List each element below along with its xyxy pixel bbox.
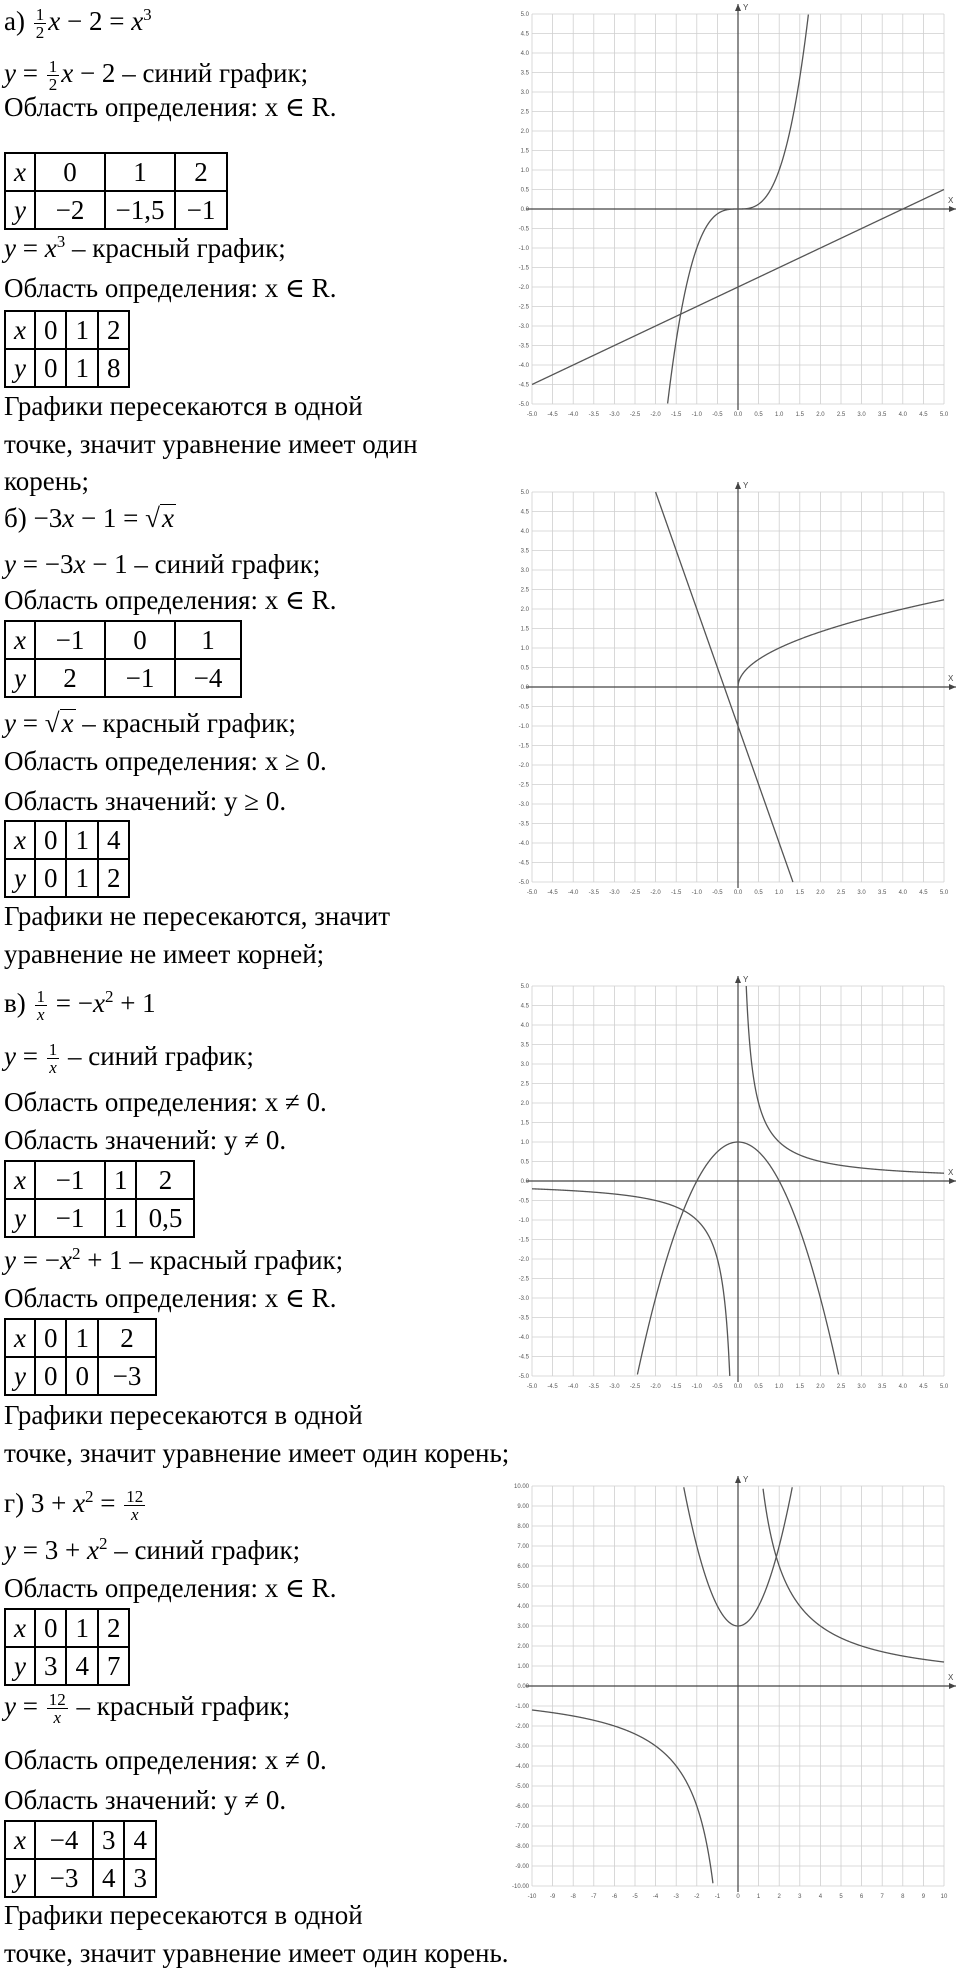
x-tick-label: 3.5	[878, 412, 887, 418]
x-tick-label: 2.5	[836, 1384, 846, 1390]
y-tick-label: 10.00	[513, 1484, 529, 1490]
part-d-red-table: x −4 3 4 y −3 4 3	[4, 1820, 157, 1898]
x-axis-arrow	[949, 206, 956, 212]
y-tick-label: -4.0	[518, 841, 529, 847]
x-axis-arrow	[949, 1683, 956, 1689]
part-d-equation: г) $3 + x^2$ = $\frac{12}{x}$	[4, 1487, 144, 1525]
part-c-red-domain: Область определения: x ∈ R.	[4, 1283, 337, 1313]
y-axis-label: Y	[743, 975, 749, 984]
x-axis-label: X	[948, 674, 954, 683]
x-tick-label: 1	[756, 1894, 761, 1900]
x-tick-label: 0.0	[733, 412, 743, 418]
part-b-red-domain: Область определения: x ≥ 0.	[4, 746, 327, 776]
y-tick-label: -5.0	[518, 1374, 529, 1380]
x-tick-label: 1.0	[775, 1384, 784, 1390]
y-tick-label: 3.0	[520, 1062, 529, 1068]
x-tick-label: -3	[673, 1894, 679, 1900]
y-tick-label: -1.00	[515, 1704, 529, 1710]
x-tick-label: -10	[527, 1894, 537, 1900]
part-b-red-func: y = √x – красный график;	[4, 708, 297, 738]
y-tick-label: -3.0	[518, 802, 529, 808]
part-b-red-range: Область значений: y ≥ 0.	[4, 786, 287, 816]
y-tick-label: 4.5	[520, 1003, 529, 1010]
y-tick-label: -4.0	[518, 1335, 529, 1341]
y-tick-label: 0.00	[517, 1684, 529, 1690]
x-tick-label: 1.5	[795, 1384, 804, 1390]
x-tick-label: 3.0	[857, 1384, 866, 1390]
y-tick-label: -3.5	[518, 1315, 529, 1322]
part-b-blue-table: x −1 0 1 y 2 −1 −4	[4, 620, 242, 698]
x-tick-label: -2.5	[629, 890, 641, 896]
x-tick-label: -2.0	[650, 1384, 661, 1390]
y-tick-label: 4.5	[520, 31, 529, 38]
y-tick-label: -0.5	[518, 226, 529, 233]
x-tick-label: -1.0	[691, 412, 702, 418]
y-tick-label: 2.00	[517, 1644, 529, 1650]
x-tick-label: -4.5	[547, 412, 558, 418]
x-tick-label: 4.5	[919, 412, 928, 418]
part-b-conclusion-2: уравнение не имеет корней;	[4, 939, 325, 969]
x-tick-label: 5	[839, 1894, 843, 1900]
x-axis-arrow	[949, 684, 956, 690]
part-c-blue-func: y = $\frac{1}{x}$ – синий график;	[4, 1040, 254, 1078]
y-tick-label: -2.0	[518, 763, 529, 769]
x-axis-label: X	[948, 196, 954, 205]
x-tick-label: -5.0	[526, 412, 538, 418]
y-tick-label: 1.00	[517, 1664, 529, 1670]
y-tick-label: 0.5	[520, 187, 529, 194]
y-axis-arrow	[735, 482, 741, 489]
x-tick-label: -8	[570, 1894, 576, 1900]
y-tick-label: 0.5	[520, 665, 529, 672]
y-tick-label: -4.5	[518, 860, 529, 867]
x-tick-label: -5	[632, 1894, 638, 1900]
x-tick-label: -9	[549, 1894, 556, 1900]
x-tick-label: -4.5	[547, 890, 558, 896]
x-axis-arrow	[949, 1178, 956, 1184]
graph-b	[512, 478, 960, 908]
x-tick-label: 3.0	[857, 890, 866, 896]
y-tick-label: 2.0	[520, 607, 529, 613]
x-tick-label: 0.5	[754, 412, 763, 418]
part-a-conclusion-3: корень;	[4, 466, 89, 496]
x-tick-label: 1.5	[795, 412, 804, 418]
x-tick-label: -4.0	[568, 1384, 579, 1390]
y-tick-label: 1.0	[520, 646, 529, 652]
x-tick-label: -1.5	[671, 890, 682, 896]
y-tick-label: 4.0	[520, 51, 529, 57]
part-d-conclusion-1: Графики пересекаются в одной	[4, 1900, 363, 1930]
part-a-red-func: $y = x^3$ – красный график;	[4, 232, 286, 263]
part-a-blue-func: y = $\frac{1}{2}$ x − 2 – синий график;	[4, 57, 309, 95]
x-tick-label: -5.0	[526, 1384, 538, 1390]
part-c-conclusion-2: точке, значит уравнение имеет один корень;	[4, 1438, 510, 1468]
y-tick-label: -1.5	[518, 1237, 529, 1244]
y-tick-label: -8.00	[515, 1844, 529, 1850]
x-tick-label: -6	[611, 1894, 618, 1900]
x-tick-label: 3.5	[878, 1384, 887, 1390]
x-tick-label: -1.0	[691, 890, 702, 896]
y-tick-label: 2.5	[520, 587, 529, 594]
x-tick-label: 8	[901, 1894, 905, 1900]
x-tick-label: 3.0	[857, 412, 866, 418]
x-tick-label: 2.0	[816, 412, 825, 418]
x-tick-label: -0.5	[712, 412, 723, 418]
graph-c	[512, 972, 960, 1402]
part-d-blue-domain: Область определения: x ∈ R.	[4, 1573, 337, 1603]
y-tick-label: -1.0	[518, 1218, 529, 1224]
y-tick-label: 4.5	[520, 509, 529, 516]
part-d-red-domain: Область определения: x ≠ 0.	[4, 1745, 327, 1775]
y-tick-label: -0.5	[518, 1198, 529, 1205]
part-d-blue-func: $y = 3 + x^2$ – синий график;	[4, 1534, 301, 1565]
part-d-conclusion-2: точке, значит уравнение имеет один корень.	[4, 1938, 509, 1968]
y-tick-label: -2.5	[518, 304, 529, 311]
y-tick-label: -2.5	[518, 1276, 529, 1283]
x-tick-label: 9	[921, 1894, 926, 1900]
y-tick-label: 7.00	[517, 1544, 529, 1550]
x-tick-label: -2.5	[629, 1384, 641, 1390]
y-tick-label: 5.0	[520, 490, 529, 496]
y-tick-label: -3.5	[518, 821, 529, 828]
x-tick-label: -1.5	[671, 412, 682, 418]
y-axis-label: Y	[743, 3, 749, 12]
x-tick-label: 3	[798, 1894, 802, 1900]
y-tick-label: 0.0	[520, 685, 529, 691]
y-tick-label: 5.0	[520, 984, 529, 990]
part-a-red-table: x 0 1 2 y 0 1 8	[4, 310, 130, 388]
part-c-blue-range: Область значений: y ≠ 0.	[4, 1125, 287, 1155]
part-d-red-func: y = $\frac{12}{x}$ – красный график;	[4, 1690, 291, 1728]
y-axis-arrow	[735, 4, 741, 11]
x-tick-label: 0.0	[733, 890, 743, 896]
part-b-conclusion-1: Графики не пересекаются, значит	[4, 901, 391, 931]
x-tick-label: -4	[652, 1894, 659, 1900]
y-tick-label: 6.00	[517, 1564, 529, 1570]
part-a-blue-table: x 0 1 2 y −2 −1,5 −1	[4, 152, 228, 230]
y-tick-label: 3.00	[517, 1624, 529, 1630]
x-tick-label: -1.5	[671, 1384, 682, 1390]
x-tick-label: -4.5	[547, 1384, 558, 1390]
x-tick-label: -2.0	[650, 412, 661, 418]
x-tick-label: 4.0	[898, 890, 907, 896]
x-tick-label: 0	[736, 1894, 740, 1900]
y-tick-label: -1.0	[518, 246, 529, 252]
x-tick-label: 2	[777, 1894, 781, 1900]
y-tick-label: -2.5	[518, 782, 529, 789]
x-tick-label: 4.0	[898, 412, 907, 418]
x-tick-label: -2.5	[629, 412, 641, 418]
part-a-equation: а) $\frac{1}{2}$ $x - 2 = x^3$	[4, 5, 152, 43]
y-tick-label: -1.5	[518, 743, 529, 750]
x-tick-label: -5.0	[526, 890, 538, 896]
y-tick-label: 0.5	[520, 1159, 529, 1166]
x-tick-label: 1.0	[775, 412, 784, 418]
part-d-red-range: Область значений: y ≠ 0.	[4, 1785, 287, 1815]
y-tick-label: -2.0	[518, 1257, 529, 1263]
x-tick-label: 5.0	[939, 890, 949, 896]
y-tick-label: -5.0	[518, 880, 529, 886]
y-tick-label: -4.5	[518, 382, 529, 389]
y-tick-label: 1.0	[520, 1140, 529, 1146]
y-tick-label: 3.5	[520, 1042, 529, 1049]
y-tick-label: -4.00	[515, 1764, 529, 1770]
y-tick-label: 8.00	[517, 1524, 529, 1530]
y-tick-label: -3.5	[518, 343, 529, 350]
y-tick-label: 1.5	[520, 148, 529, 155]
x-tick-label: -7	[591, 1894, 597, 1900]
x-tick-label: 7	[880, 1894, 884, 1900]
graph-d	[512, 1472, 960, 1912]
y-tick-label: 4.00	[517, 1604, 529, 1610]
y-tick-label: -1.5	[518, 265, 529, 272]
y-tick-label: 4.0	[520, 1023, 529, 1029]
x-tick-label: 5.0	[939, 1384, 949, 1390]
x-tick-label: -1	[714, 1894, 721, 1900]
part-b-blue-func: y = −3x − 1 – синий график;	[4, 549, 321, 579]
y-tick-label: 3.0	[520, 568, 529, 574]
part-c-red-func: $y = -x^2 + 1$ – красный график;	[4, 1244, 344, 1275]
x-tick-label: 3.5	[878, 890, 887, 896]
x-tick-label: -1.0	[691, 1384, 702, 1390]
x-axis-label: X	[948, 1168, 954, 1177]
part-a-conclusion-2: точке, значит уравнение имеет один	[4, 429, 418, 459]
x-tick-label: -2	[694, 1894, 700, 1900]
y-tick-label: 2.0	[520, 129, 529, 135]
y-tick-label: 3.5	[520, 70, 529, 77]
x-tick-label: 4.5	[919, 890, 928, 896]
x-tick-label: 6	[859, 1894, 864, 1900]
part-a-conclusion-1: Графики пересекаются в одной	[4, 391, 363, 421]
y-tick-label: 5.00	[517, 1584, 529, 1590]
graph-d-svg	[512, 1472, 960, 1912]
part-c-equation: в) $\frac{1}{x}$ = $-x^2 + 1$	[4, 987, 156, 1025]
y-tick-label: 9.00	[517, 1504, 529, 1510]
y-tick-label: -2.0	[518, 285, 529, 291]
x-tick-label: 2.0	[816, 890, 825, 896]
x-tick-label: -4.0	[568, 412, 579, 418]
graph-a-svg	[512, 0, 960, 430]
y-tick-label: -10.00	[512, 1884, 529, 1890]
y-tick-label: -3.0	[518, 1296, 529, 1302]
x-tick-label: 0.0	[733, 1384, 743, 1390]
y-tick-label: -7.00	[515, 1824, 529, 1830]
x-tick-label: 4	[818, 1894, 823, 1900]
part-a-red-domain: Область определения: x ∈ R.	[4, 273, 337, 303]
y-tick-label: -0.5	[518, 704, 529, 711]
part-a-blue-domain: Область определения: x ∈ R.	[4, 92, 337, 122]
x-tick-label: 10	[940, 1894, 948, 1900]
part-b-blue-domain: Область определения: x ∈ R.	[4, 585, 337, 615]
y-tick-label: -6.00	[515, 1804, 529, 1810]
y-tick-label: 2.5	[520, 1081, 529, 1088]
y-tick-label: -1.0	[518, 724, 529, 730]
y-tick-label: 0.0	[520, 1179, 529, 1185]
x-tick-label: -2.0	[650, 890, 661, 896]
y-tick-label: 1.5	[520, 1120, 529, 1127]
y-tick-label: 4.0	[520, 529, 529, 535]
y-tick-label: 1.5	[520, 626, 529, 633]
y-tick-label: 3.5	[520, 548, 529, 555]
x-axis-label: X	[948, 1673, 954, 1682]
y-tick-label: 0.0	[520, 207, 529, 213]
y-tick-label: 2.0	[520, 1101, 529, 1107]
part-c-conclusion-1: Графики пересекаются в одной	[4, 1400, 363, 1430]
x-tick-label: -3.0	[609, 412, 620, 418]
y-tick-label: -4.0	[518, 363, 529, 369]
x-tick-label: -3.5	[588, 890, 599, 896]
x-tick-label: -0.5	[712, 890, 723, 896]
x-tick-label: -3.5	[588, 1384, 599, 1390]
x-tick-label: 2.5	[836, 890, 846, 896]
part-c-red-table: x 0 1 2 y 0 0 −3	[4, 1318, 157, 1396]
x-tick-label: -3.0	[609, 890, 620, 896]
y-tick-label: -5.0	[518, 402, 529, 408]
y-tick-label: -4.5	[518, 1354, 529, 1361]
y-tick-label: 1.0	[520, 168, 529, 174]
y-axis-label: Y	[743, 481, 749, 490]
x-tick-label: 1.5	[795, 890, 804, 896]
x-tick-label: 4.0	[898, 1384, 907, 1390]
y-tick-label: -3.0	[518, 324, 529, 330]
y-tick-label: 2.5	[520, 109, 529, 116]
x-tick-label: -3.0	[609, 1384, 620, 1390]
graph-b-svg	[512, 478, 960, 908]
y-axis-arrow	[735, 976, 741, 983]
y-tick-label: -3.00	[515, 1744, 529, 1750]
part-b-red-table: x 0 1 4 y 0 1 2	[4, 820, 130, 898]
x-tick-label: -4.0	[568, 890, 579, 896]
graph-c-svg	[512, 972, 960, 1402]
x-tick-label: -3.5	[588, 412, 599, 418]
part-c-blue-table: x −1 1 2 y −1 1 0,5	[4, 1160, 195, 1238]
y-axis-arrow	[735, 1476, 741, 1483]
part-b-equation: б) −3x − 1 = √x	[4, 503, 174, 533]
x-tick-label: 2.5	[836, 412, 846, 418]
x-tick-label: 0.5	[754, 1384, 763, 1390]
part-c-blue-domain: Область определения: x ≠ 0.	[4, 1087, 327, 1117]
x-tick-label: -0.5	[712, 1384, 723, 1390]
y-tick-label: -2.00	[515, 1724, 529, 1730]
x-tick-label: 2.0	[816, 1384, 825, 1390]
part-d-blue-table: x 0 1 2 y 3 4 7	[4, 1608, 130, 1686]
y-tick-label: -5.00	[515, 1784, 529, 1790]
x-tick-label: 1.0	[775, 890, 784, 896]
x-tick-label: 5.0	[939, 412, 949, 418]
y-axis-label: Y	[743, 1475, 749, 1484]
y-tick-label: 5.0	[520, 12, 529, 18]
graph-a	[512, 0, 960, 430]
y-tick-label: 3.0	[520, 90, 529, 96]
y-tick-label: -9.00	[515, 1864, 529, 1870]
x-tick-label: 4.5	[919, 1384, 928, 1390]
x-tick-label: 0.5	[754, 890, 763, 896]
